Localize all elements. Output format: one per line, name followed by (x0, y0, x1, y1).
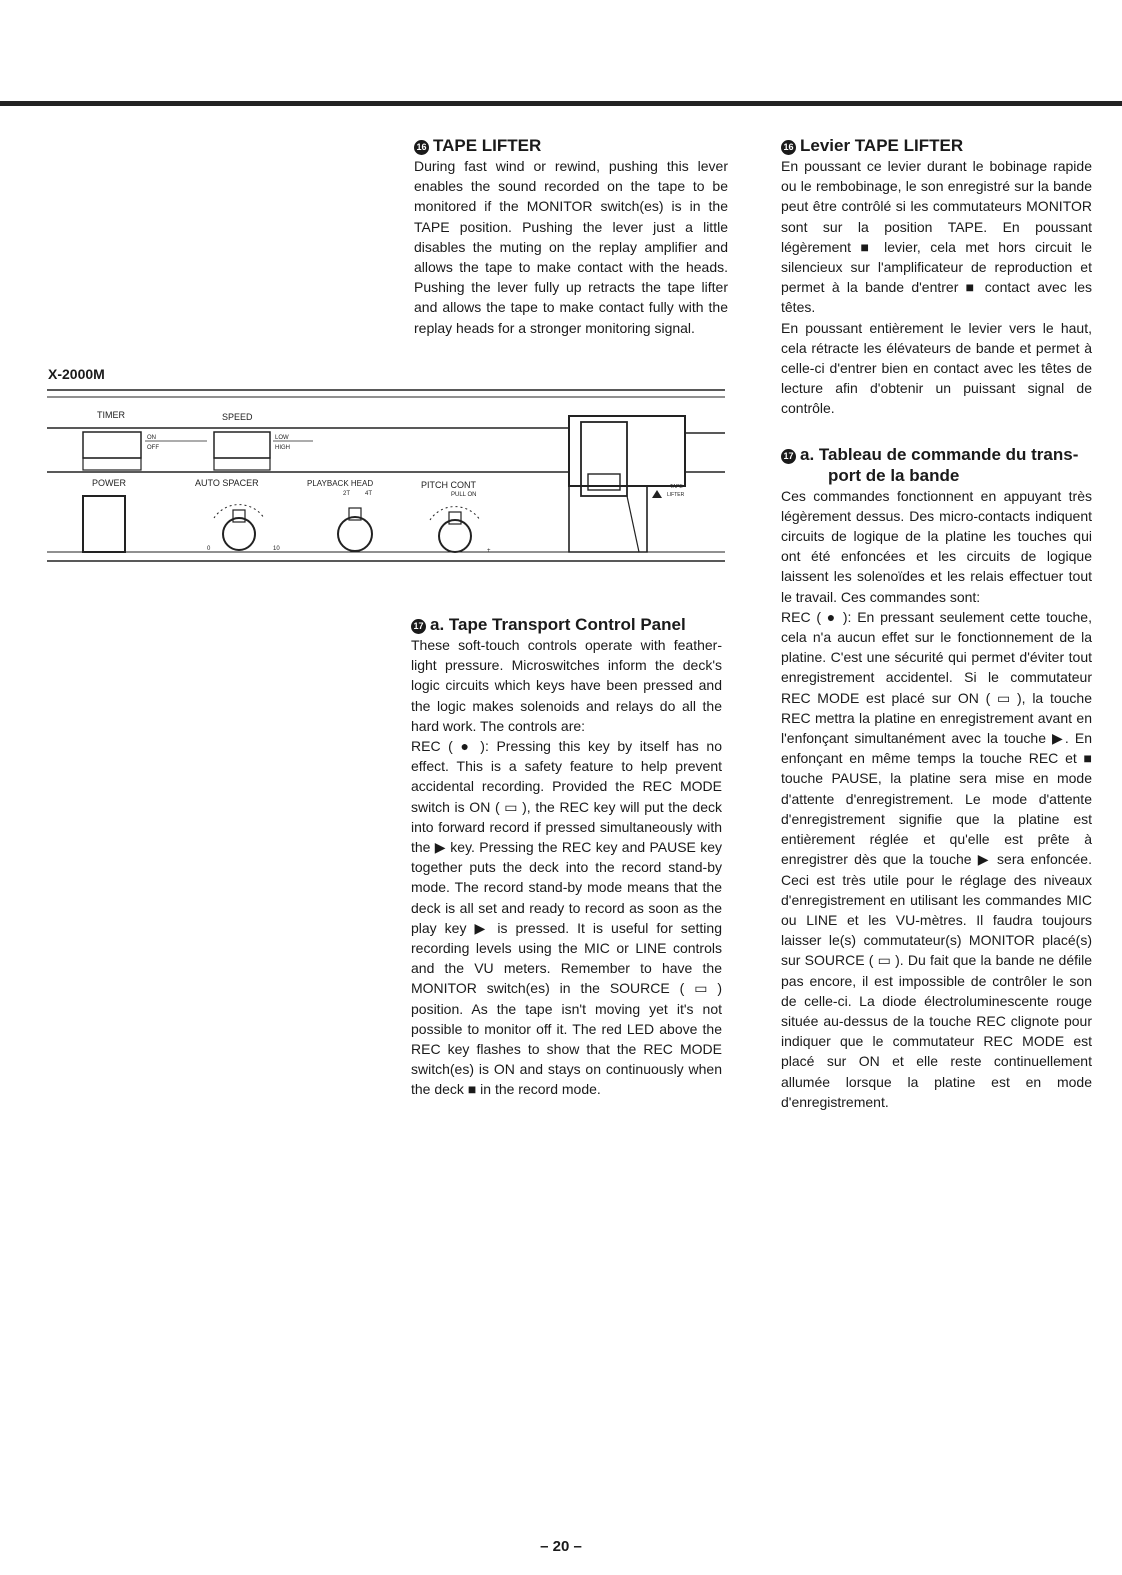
model-label: X-2000M (48, 366, 105, 382)
playback-head-label: PLAYBACK HEAD (307, 479, 374, 488)
french-lifter-body-2: En poussant entièrement le levier vers le haut, cela rétracte les élévateurs de bande et permet à celle-ci d'entrer bien en contact avec les têtes de lecture afin d'obtenir un puissant signal de contrôle. (781, 319, 1092, 417)
top-rule (0, 101, 1122, 106)
section-marker-icon: 16 (414, 140, 429, 155)
french-rec-paragraph: REC ( ● ): En pressant seulement cette touche, cela n'a aucun effet sur le fonctionnement de la platine. C'est une sécurité qui permet d'éviter tout enregistrement accidentel. Si le commutateur REC MODE est placé sur ON ( ▭ ), la touche REC mettra la platine en enregistrement avant en l'enfonçant simultanément avec la touche ▶. En enfonçant en même temps la touche REC et ■ touche PAUSE, la platine sera mise en mode d'attente d'enregistrement. Le mode d'attente d'enregistrement signifie que la platine est entièrement réglée et qu'elle est prête à enregistrer dès que la touche ▶ sera enfoncée. Ceci est très utile pour le réglage des niveaux d'enregistrement en utilisant les commandes MIC ou LINE et les VU-mètres. Il faudra toujours laisser le(s) commutateur(s) MONITOR placé(s) sur SOURCE ( ▭ ). Du fait que la bande ne défile pas encore, il est impossible de contrôler le son de celle-ci. La diode électroluminescente rouge située au-dessus de la touche REC clignote pour indiquer que le commutateur REC MODE est placé sur ON et elle reste continuellement allumée lorsque la platine est en mode d'enregistrement. (781, 608, 1092, 1110)
head-2t-label: 2T (343, 491, 351, 497)
english-transport-heading (411, 615, 722, 635)
timer-off-label: OFF (147, 445, 159, 451)
svg-text:10: 10 (273, 546, 280, 552)
section-marker-icon: 16 (781, 140, 796, 155)
timer-on-label: ON (147, 435, 156, 441)
english-transport-title: a. Tape Transport Control Panel (430, 615, 686, 634)
english-transport-intro: These soft-touch controls operate with feather-light pressure. Microswitches inform the deck's logic circuits which keys have been pressed and the logic makes solenoids and relays do all the hard work. The controls are: (411, 637, 722, 734)
english-transport-section (411, 615, 722, 1100)
section-marker-icon: 17 (781, 449, 796, 464)
french-transport-intro: Ces commandes fonctionnent en appuyant très légèrement dessus. Des micro-contacts indiquent circuits de logique de la platine les touches qui ont été enfoncées et les circuits de logique laissent les solenoïdes et les relais effectuer tout le travail. Ces commandes sont: (781, 487, 1092, 605)
svg-text:+: + (487, 548, 491, 554)
french-lifter-body-1: En poussant ce levier durant le bobinage rapide ou le rembobinage, le son enregistré sur la bande peut être contrôlé si les commutateurs MONITOR sont sur la position TAPE. En poussant légèrement ■ levier, cela met hors circuit le silencieux sur l'amplificateur de reproduction et permet à la bande d'entrer ■ contact avec les têtes. (781, 158, 1092, 316)
timer-label: TIMER (97, 410, 125, 420)
svg-text:0: 0 (207, 546, 211, 552)
french-column (781, 136, 1092, 1112)
section-marker-icon: 17 (411, 619, 426, 634)
control-panel-diagram (47, 388, 727, 568)
speed-high-label: HIGH (275, 445, 290, 451)
power-label: POWER (92, 478, 127, 488)
english-lifter-body: During fast wind or rewind, pushing this lever enables the sound recorded on the tape to be monitored if the MONITOR switch(es) is in the TAPE position. Pushing the lever just a little disables the muting on the replay amplifier and allows the tape to make contact with the heads. Pushing the lever fully up retracts the tape lifter and allows the tape to make contact fully with the replay heads for a stronger monitoring signal. (414, 158, 728, 336)
english-lifter-heading (414, 136, 728, 156)
french-lifter-heading (781, 136, 1092, 156)
tape-lifter-label-2: LIFTER (667, 492, 685, 498)
french-transport-title-2: port de la bande (828, 465, 960, 485)
page-number: – 20 – (540, 1538, 582, 1555)
french-lifter-title: Levier TAPE LIFTER (800, 136, 964, 155)
speed-low-label: LOW (275, 435, 289, 441)
pitch-cont-label: PITCH CONT (421, 480, 476, 490)
pull-on-label: PULL ON (451, 492, 477, 498)
french-transport-heading (781, 444, 1092, 486)
tape-lifter-label-1: TAPE (670, 484, 683, 490)
speed-label: SPEED (222, 412, 253, 422)
english-rec-paragraph: REC ( ● ): Pressing this key by itself has no effect. This is a safety feature to help prevent accidental recording. Provided the REC MODE switch is ON ( ▭ ), the REC key will put the deck into forward record if pressed simultaneously with the ▶ key. Pressing the REC key and PAUSE key together puts the deck into the record stand-by mode. The record stand-by mode means that the deck is all set and ready to record as soon as the play key ▶ is pressed. It is useful for setting recording levels using the MIC or LINE controls and the VU meters. Remember to have the MONITOR switch(es) in the SOURCE ( ▭ ) position. As the tape isn't moving yet it's not possible to monitor off it. The red LED above the REC key flashes to show that the REC MODE switch(es) is ON and stays on continuously when the deck ■ in the record mode. (411, 738, 722, 1098)
english-lifter-title: TAPE LIFTER (433, 136, 542, 155)
french-transport-title-1: a. Tableau de commande du trans- (800, 444, 1079, 464)
auto-spacer-label: AUTO SPACER (195, 478, 259, 488)
english-lifter-section (414, 136, 728, 338)
head-4t-label: 4T (365, 491, 373, 497)
